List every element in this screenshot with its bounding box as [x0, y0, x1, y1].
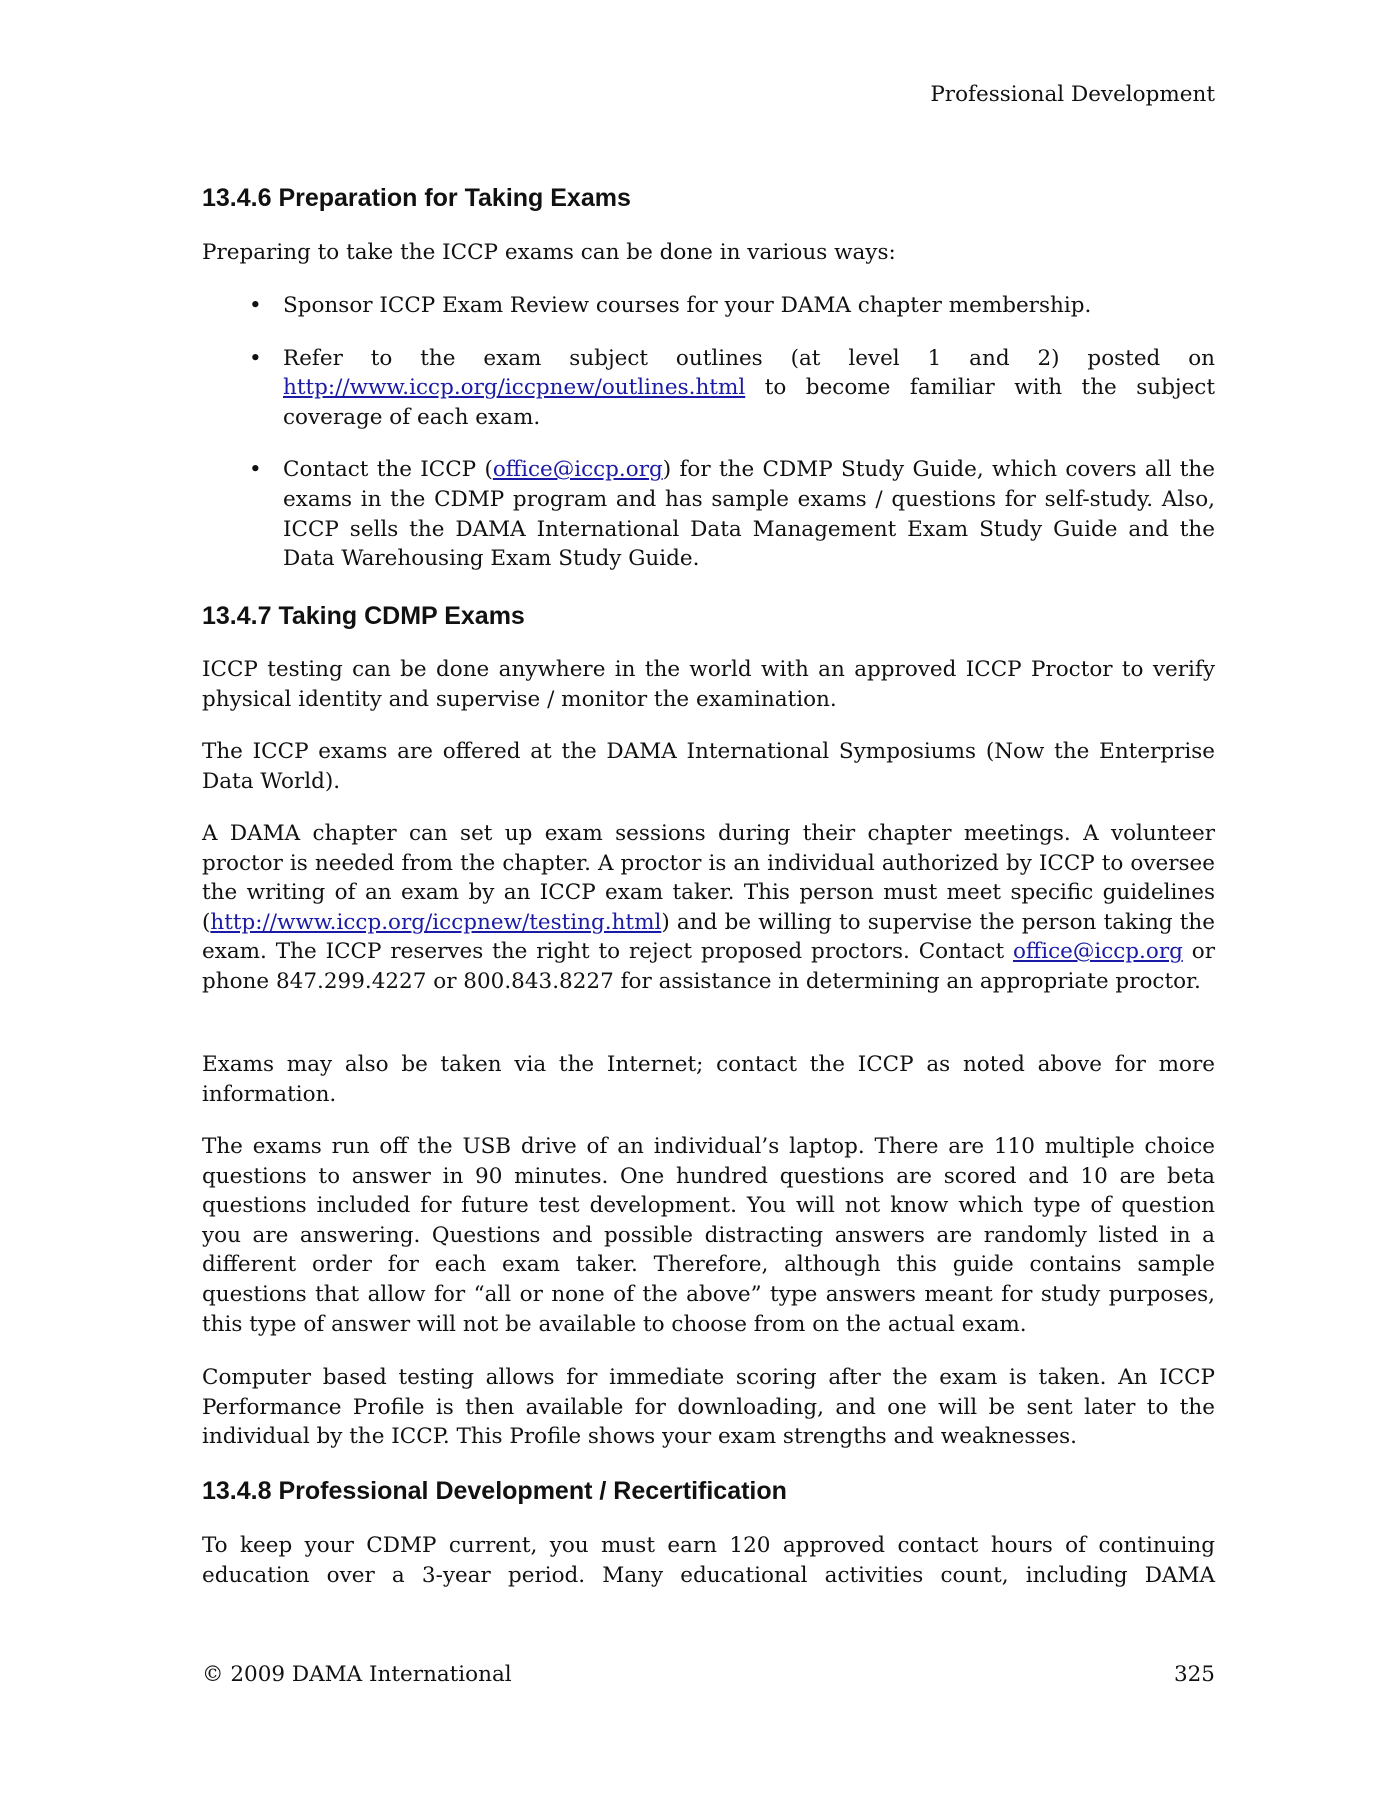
text: A DAMA chapter can set up exam sessions during their chapter meetings. A volunteer proctor is needed from the chapter. A proctor is an individual authorized by ICCP to oversee the writing of an exam by an ICCP exam taker. This person must meet specific guidelines ( — [202, 821, 1215, 935]
outlines-link[interactable]: http://www.iccp.org/iccpnew/outlines.html — [283, 375, 746, 401]
list-item — [202, 291, 1215, 321]
list-item-text: Refer to the exam subject outlines (at level 1 and 2) posted on — [283, 345, 1215, 371]
section-heading-13-4-7: 13.4.7 Taking CDMP Exams — [202, 602, 525, 630]
bullet-list — [202, 291, 1215, 597]
email-link[interactable]: office@iccp.org — [1012, 939, 1183, 965]
paragraph: Computer based testing allows for immediate scoring after the exam is taken. An ICCP Performance Profile is then available for downloading, and one will be sent later to the individual by the ICCP. This Profile shows your exam strengths and weaknesses. — [202, 1365, 1215, 1450]
text: or phone 847.299.4227 or 800.843.8227 for assistance in determining an appropriate proctor. — [202, 939, 1215, 994]
list-item-text: ) for the CDMP Study Guide, which covers all the exams in the CDMP program and has sample exams / questions for self-study. Also, ICCP sells the DAMA International Data Management Exam Study Guide and the Data Warehousing Exam Study Guide. — [283, 457, 1215, 572]
paragraph: Exams may also be taken via the Internet; contact the ICCP as noted above for more information. — [202, 1052, 1215, 1107]
paragraph: The exams run off the USB drive of an individual’s laptop. There are 110 multiple choice questions to answer in 90 minutes. One hundred questions are scored and 10 are beta questions included for future test development. You will not know which type of question you are answering. Questions and possible distracting answers are randomly listed in a different order for each exam taker. Therefore, although this guide contains sample questions that allow for “all or none of the above” type answers meant for study purposes, this type of answer will not be available to choose from on the actual exam. — [202, 1134, 1215, 1337]
text: ) and be willing to supervise the person taking the exam. The ICCP reserves the right to reject proposed proctors. Contact — [202, 909, 1215, 965]
paragraph: The ICCP exams are offered at the DAMA International Symposiums (Now the Enterprise Data World). — [202, 739, 1215, 794]
section-heading-13-4-6: 13.4.6 Preparation for Taking Exams — [202, 184, 631, 212]
email-link[interactable]: office@iccp.org — [492, 457, 663, 483]
paragraph: To keep your CDMP current, you must earn 120 approved contact hours of continuing education over a 3-year period. Many educational activities count, including DAMA — [202, 1533, 1215, 1588]
list-item — [202, 455, 1215, 573]
list-item-text: Contact the ICCP ( — [283, 457, 493, 483]
testing-link[interactable]: http://www.iccp.org/iccpnew/testing.html — [210, 909, 662, 935]
list-item-text: to become familiar with the subject coverage of each exam. — [283, 375, 1215, 430]
section-heading-13-4-8: 13.4.8 Professional Development / Recertification — [202, 1477, 787, 1505]
page-number: 325 — [1173, 1662, 1215, 1687]
paragraph: Preparing to take the ICCP exams can be done in various ways: — [202, 240, 896, 265]
running-header: Professional Development — [930, 82, 1215, 107]
copyright: © 2009 DAMA International — [202, 1662, 512, 1687]
list-item-text: Sponsor ICCP Exam Review courses for your DAMA chapter membership. — [283, 293, 1092, 318]
list-item — [202, 344, 1215, 433]
paragraph: ICCP testing can be done anywhere in the world with an approved ICCP Proctor to verify physical identity and supervise / monitor the examination. — [202, 657, 1215, 712]
paragraph — [202, 819, 1215, 997]
